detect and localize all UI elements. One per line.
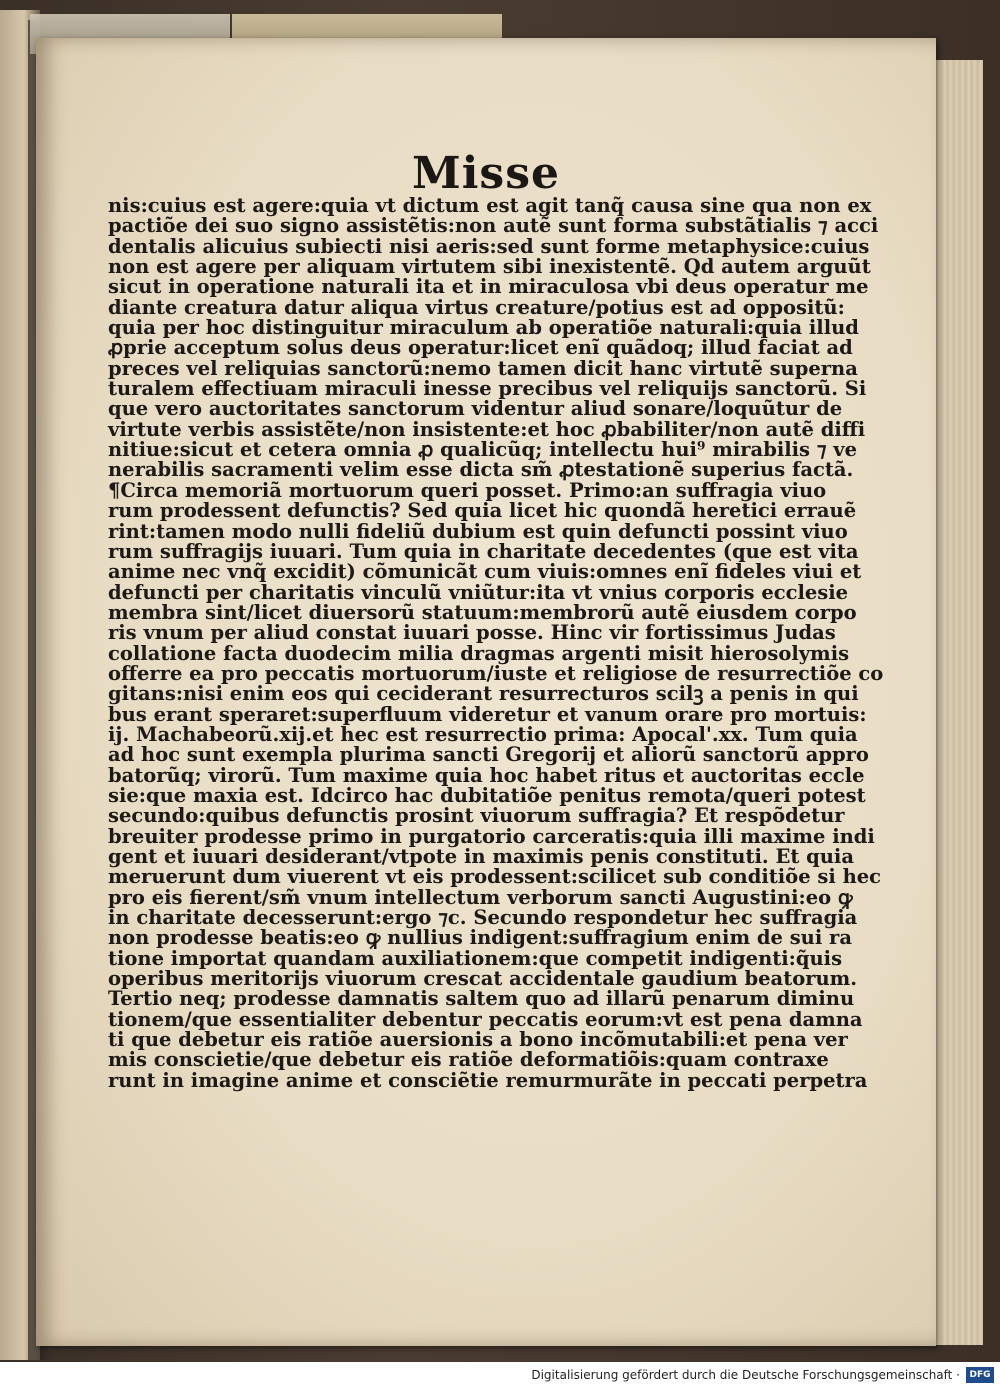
text-line: ꝓprie acceptum solus deus operatur:licet enĩ quãdoq; illud faciat ad bbox=[108, 336, 853, 360]
text-line: ij. Machabeorũ.xij.et hec est resurrectio prima: Apocal'.xx. Tum quia bbox=[108, 722, 858, 746]
text-line: gent et iuuari desiderant/vtpote in maximis penis constituti. Et quia bbox=[108, 845, 854, 868]
text-line: ad hoc sunt exempla plurima sancti Gregorij et aliorũ sanctorũ appro bbox=[108, 743, 869, 767]
text-line: nitiue:sicut et cetera omnia ꝓ qualicũq; intellectu hui⁹ mirabilis ⁊ ve bbox=[108, 438, 858, 462]
text-line: breuiter prodesse primo in purgatorio carceratis:quia illi maxime indi bbox=[108, 824, 875, 848]
text-line: ris vnum per aliud constat iuuari posse. Hinc vir fortissimus Judas bbox=[108, 621, 836, 645]
text-line: gitans:nisi enim eos qui ceciderant resurrecturos scilꝫ a penis in qui bbox=[108, 682, 859, 706]
text-line: anime nec vnq̃ excidit) cõmunicãt cum viuis:omnes enĩ fideles viui et bbox=[108, 560, 862, 584]
text-line: operibus meritorijs viuorum crescat accidentale gaudium beatorum. bbox=[108, 967, 858, 991]
footer-credit: Digitalisierung gefördert durch die Deutsche Forschungsgemeinschaft · bbox=[531, 1368, 960, 1382]
text-line: pro eis fierent/sm̃ vnum intellectum verborum sancti Augustini:eo ꝙ bbox=[108, 885, 853, 909]
text-line: Tertio neq; prodesse damnatis saltem quo ad illarũ penarum diminu bbox=[108, 987, 855, 1011]
text-line: membra sint/licet diuersorũ statuum:membrorũ autẽ eiusdem corpo bbox=[108, 600, 857, 624]
text-line: rint:tamen modo nulli fideliũ dubium est quin defuncti possint viuo bbox=[108, 519, 848, 543]
text-line: pactiõe dei suo signo assistẽtis:non autẽ sunt forma substãtialis ⁊ acci bbox=[108, 214, 879, 238]
text-line: collatione facta duodecim milia dragmas argenti misit hierosolymis bbox=[108, 641, 850, 665]
text-line: sicut in operatione naturali ita et in miraculosa vbi deus operatur me bbox=[108, 275, 869, 299]
text-line: virtute verbis assistẽte/non insistente:et hoc ꝓbabiliter/non autẽ diffi bbox=[108, 417, 866, 441]
text-line: rum suffragijs iuuari. Tum quia in charitate decedentes (que est vita bbox=[108, 539, 859, 563]
text-line: bus erant speraret:superfluum videretur et vanum orare pro mortuis: bbox=[108, 702, 867, 726]
text-line: diante creatura datur aliqua virtus creature/potius est ad oppositũ: bbox=[108, 295, 845, 319]
text-line: tione importat quandam auxiliationem:que competit indigenti:q̃uis bbox=[108, 946, 843, 970]
text-line: quia per hoc distinguitur miraculum ab operatiõe naturali:quia illud bbox=[108, 316, 859, 340]
text-line: batorũq; virorũ. Tum maxime quia hoc habet ritus et auctoritas eccle bbox=[108, 763, 865, 787]
text-line: in charitate decesserunt:ergo ⁊c. Secundo respondetur hec suffragia bbox=[108, 906, 858, 930]
dfg-logo: DFG bbox=[966, 1367, 994, 1383]
text-line: rum prodessent defunctis? Sed quia licet hic quondã heretici errauẽ bbox=[108, 499, 857, 523]
text-line: ti que debetur eis ratiõe auersionis a bono incõmutabili:et pena ver bbox=[108, 1028, 848, 1052]
text-line: non est agere per aliquam virtutem sibi inexistentẽ. Qd autem arguũt bbox=[108, 255, 871, 279]
text-line: sie:que maxia est. Idcirco hac dubitatiõe penitus remota/queri potest bbox=[108, 783, 866, 807]
text-line: turalem effectiuam miraculi inesse precibus vel reliquijs sanctorũ. Si bbox=[108, 377, 867, 401]
text-line: offerre ea pro peccatis mortuorum/iuste et religiose de resurrectiõe co bbox=[108, 661, 884, 685]
text-block bbox=[108, 194, 884, 1092]
running-head: Misse bbox=[412, 148, 560, 199]
text-line: mis conscietie/que debetur eis ratiõe deformatiõis:quam contraxe bbox=[108, 1048, 829, 1072]
text-line: non prodesse beatis:eo ꝙ nullius indigent:suffragium enim de sui ra bbox=[108, 926, 852, 950]
text-line: meruerunt dum viuerent vt eis prodessent:scilicet sub conditiõe si hec bbox=[108, 865, 882, 889]
text-line: nerabilis sacramenti velim esse dicta sm̃ ꝓtestationẽ superius factã. bbox=[108, 458, 854, 482]
text-line: nis:cuius est agere:quia vt dictum est agit tanq̃ causa sine qua non ex bbox=[108, 194, 872, 217]
footer-bar bbox=[0, 1362, 1000, 1390]
text-line: dentalis alicuius subiecti nisi aeris:sed sunt forme metaphysice:cuius bbox=[108, 234, 870, 258]
text-line: defuncti per charitatis vinculũ vniũtur:ita vt vnius corporis ecclesie bbox=[108, 580, 849, 604]
text-line: preces vel reliquias sanctorũ:nemo tamen dicit hanc virtutẽ superna bbox=[108, 356, 858, 380]
page bbox=[36, 38, 936, 1346]
text-line: secundo:quibus defunctis prosint viuorum suffragia? Et respõdetur bbox=[108, 804, 845, 828]
text-line: runt in imagine anime et consciẽtie remurmurãte in peccati perpetra bbox=[108, 1068, 868, 1092]
text-line: que vero auctoritates sanctorum videntur aliud sonare/loquũtur de bbox=[108, 397, 843, 421]
text-line: tionem/que essentialiter debentur peccatis eorum:vt est pena damna bbox=[108, 1007, 863, 1031]
text-line: ¶Circa memoriã mortuorum queri posset. Primo:an suffragia viuo bbox=[108, 478, 827, 502]
